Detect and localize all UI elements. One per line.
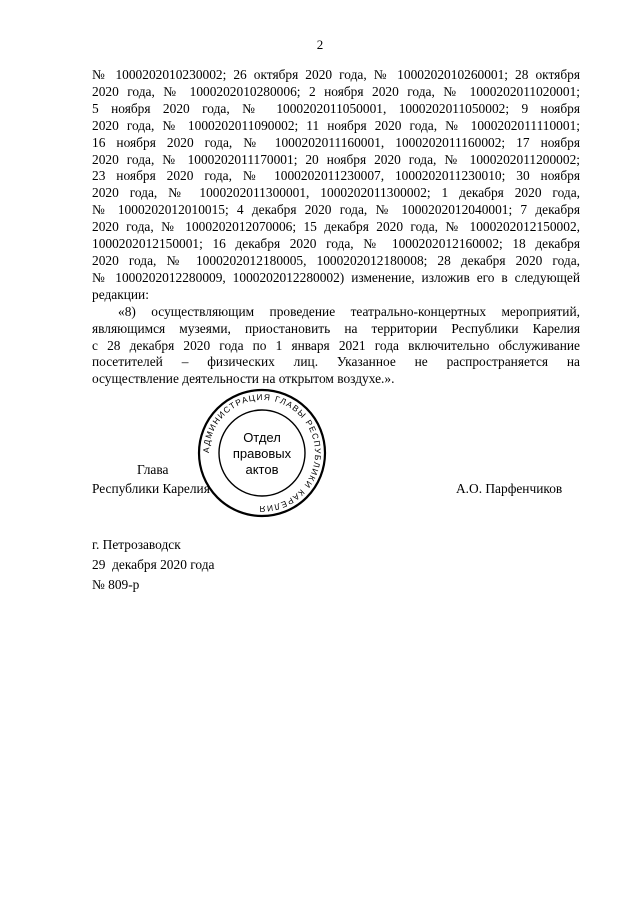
signature-name: А.О. Парфенчиков (456, 481, 563, 496)
body-line: 2020 года, № 1000202012180005, 1000202012180008; 28 декабря 2020 года, (92, 252, 580, 268)
quote-line: являющимся музеями, приостановить на территории Республики Карелия (92, 320, 580, 336)
signature-region: Республики Карелия (92, 481, 210, 496)
document-number: № 809-р (92, 577, 140, 592)
official-stamp (196, 387, 328, 519)
body-line: № 1000202010230002; 26 октября 2020 года, № 1000202010260001; 28 октября (92, 67, 580, 82)
body-line: № 1000202012280009, 1000202012280002) изменение, изложив его в следующей (92, 269, 580, 285)
quote-line: «8) осуществляющим проведение театрально-концертных мероприятий, (118, 303, 580, 319)
quote-line: осуществление деятельности на открытом воздухе.». (92, 371, 395, 387)
body-line: редакции: (92, 286, 149, 302)
body-line: 5 ноября 2020 года, № 1000202011050001, 1000202011050002; 9 ноября (92, 100, 580, 116)
body-line: 2020 года, № 1000202011170001; 20 ноября 2020 года, № 1000202011200002; (92, 151, 580, 167)
document-footer (92, 535, 214, 595)
body-line: 1000202012150001; 16 декабря 2020 года, № 1000202012160002; 18 декабря (92, 236, 580, 252)
body-line: 2020 года, № 1000202012070006; 15 декабря 2020 года, № 1000202012150002, (92, 219, 580, 235)
body-line: 2020 года, № 1000202011090002; 11 ноября 2020 года, № 1000202011110001; (92, 117, 580, 133)
body-line: 16 ноября 2020 года, № 1000202011160001, 1000202011160002; 17 ноября (92, 134, 580, 150)
issue-date: 29 декабря 2020 года (92, 557, 215, 572)
signature-title: Глава (137, 462, 169, 477)
quote-line: посетителей – физических лиц. Указанное не распространяется на (92, 354, 580, 370)
body-line: 23 ноября 2020 года, № 1000202011230007, 1000202011230010; 30 ноября (92, 168, 580, 184)
body-line: 2020 года, № 1000202010280006; 2 ноября 2020 года, № 1000202011020001; (92, 83, 580, 99)
stamp-center-line: правовых (232, 446, 292, 461)
stamp-ring-text: АДМИНИСТРАЦИЯ ГЛАВЫ РЕСПУБЛИКИ КАРЕЛИЯ (200, 391, 324, 515)
body-line: 2020 года, № 1000202011300001, 1000202011300002; 1 декабря 2020 года, (92, 185, 580, 201)
page-number: 2 (316, 37, 324, 52)
document-body (92, 67, 580, 388)
stamp-center-line: Отдел (243, 430, 281, 445)
stamp-center-line: актов (245, 462, 279, 477)
issue-place: г. Петрозаводск (92, 537, 181, 552)
body-line: № 1000202012010015; 4 декабря 2020 года, № 1000202012040001; 7 декабря (92, 202, 580, 218)
quote-line: с 28 декабря 2020 года по 1 января 2021 года включительно обслуживание (92, 337, 580, 353)
